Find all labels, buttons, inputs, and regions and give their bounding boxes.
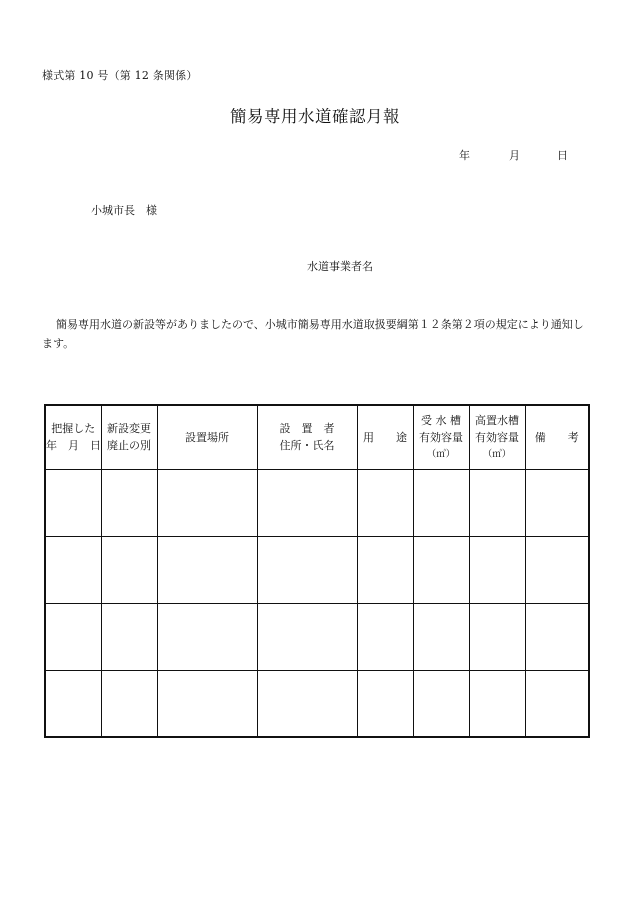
table-cell[interactable] <box>413 469 469 536</box>
table-cell[interactable] <box>257 469 357 536</box>
table-row <box>45 536 589 603</box>
header-receiving-tank: 受 水 槽 有効容量 （㎥） <box>413 405 469 469</box>
table-cell[interactable] <box>45 469 101 536</box>
table-cell[interactable] <box>157 670 257 737</box>
table-header-row <box>45 405 589 469</box>
table-cell[interactable] <box>525 670 589 737</box>
table-row <box>45 469 589 536</box>
table-cell[interactable] <box>469 670 525 737</box>
table-cell[interactable] <box>45 536 101 603</box>
table-cell[interactable] <box>357 670 413 737</box>
table-row <box>45 603 589 670</box>
operator-name-label: 水道事業者名 <box>307 260 373 273</box>
table-cell[interactable] <box>525 469 589 536</box>
header-recorded-date: 把握した 年 月 日 <box>45 405 101 469</box>
header-location: 設置場所 <box>157 405 257 469</box>
table-cell[interactable] <box>357 536 413 603</box>
table-cell[interactable] <box>525 603 589 670</box>
table-cell[interactable] <box>257 670 357 737</box>
header-remarks: 備 考 <box>525 405 589 469</box>
table-cell[interactable] <box>469 603 525 670</box>
table-cell[interactable] <box>157 469 257 536</box>
table-cell[interactable] <box>413 603 469 670</box>
report-table <box>44 404 590 738</box>
table-cell[interactable] <box>413 670 469 737</box>
table-cell[interactable] <box>157 536 257 603</box>
header-usage: 用 途 <box>357 405 413 469</box>
header-elevated-tank: 高置水槽 有効容量 （㎥） <box>469 405 525 469</box>
table-cell[interactable] <box>357 469 413 536</box>
table-cell[interactable] <box>257 603 357 670</box>
notification-text <box>42 315 592 353</box>
header-change-type: 新設変更 廃止の別 <box>101 405 157 469</box>
date-year: 年 <box>459 149 470 162</box>
addressee: 小城市長 様 <box>91 204 157 217</box>
table-cell[interactable] <box>413 536 469 603</box>
table-cell[interactable] <box>157 603 257 670</box>
table-cell[interactable] <box>45 603 101 670</box>
table-cell[interactable] <box>525 536 589 603</box>
date-month: 月 <box>509 149 520 162</box>
document-title: 簡易専用水道確認月報 <box>230 107 400 126</box>
date-day: 日 <box>557 149 568 162</box>
table-cell[interactable] <box>101 670 157 737</box>
table-cell[interactable] <box>469 536 525 603</box>
table-cell[interactable] <box>101 536 157 603</box>
form-number: 様式第 10 号（第 12 条関係） <box>42 69 198 82</box>
table-cell[interactable] <box>357 603 413 670</box>
table-cell[interactable] <box>257 536 357 603</box>
table-cell[interactable] <box>469 469 525 536</box>
table-row <box>45 670 589 737</box>
table-cell[interactable] <box>101 603 157 670</box>
header-installer: 設 置 者 住所・氏名 <box>257 405 357 469</box>
table-cell[interactable] <box>101 469 157 536</box>
table-cell[interactable] <box>45 670 101 737</box>
notification-text-content: 簡易専用水道の新設等がありましたので、小城市簡易専用水道取扱要綱第１２条第２項の規定により通知します。 <box>42 318 584 350</box>
